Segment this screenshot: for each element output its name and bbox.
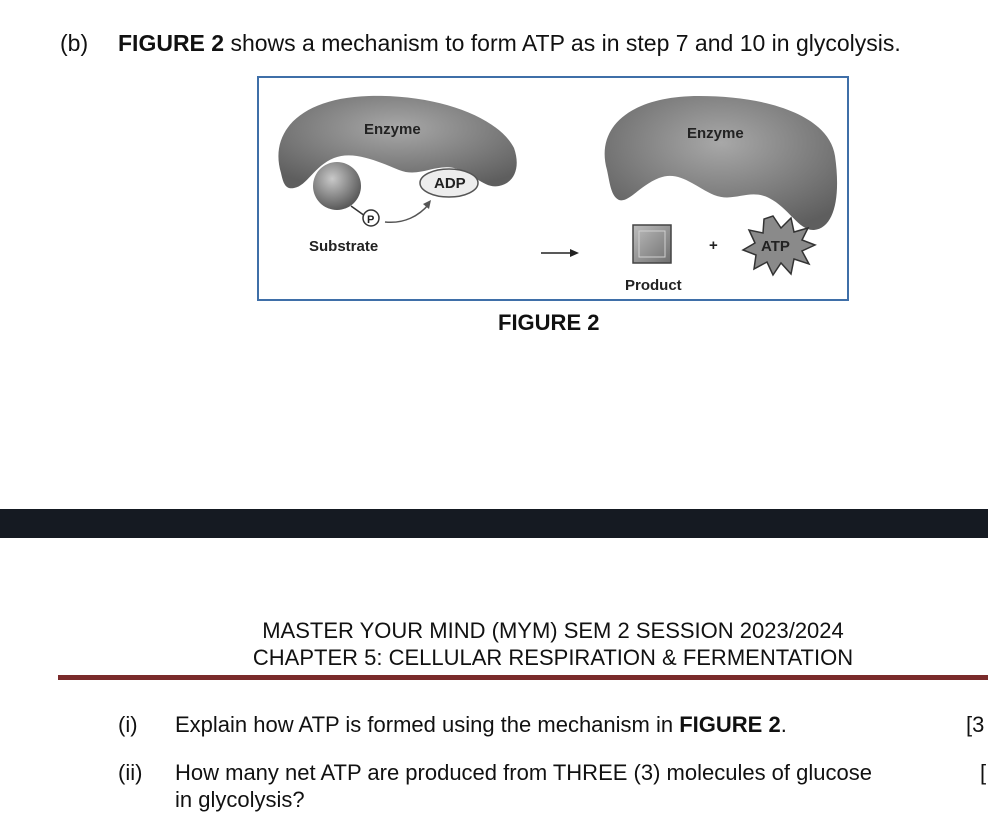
phosphate-label: P	[367, 214, 375, 226]
question-label: (b)	[60, 30, 89, 56]
subquestion-2-marks: [	[980, 760, 987, 785]
enzyme-right-shape	[605, 96, 837, 230]
subquestion-1-number: (i)	[118, 712, 138, 737]
question-text-rest: shows a mechanism to form ATP as in step 7 and 10 in glycolysis.	[230, 30, 901, 56]
figure-2-illustration	[259, 78, 847, 299]
page-separator-band	[0, 509, 988, 538]
figure-2	[257, 76, 849, 301]
subquestion-1-marks: [3	[966, 712, 985, 737]
enzyme-right-label: Enzyme	[687, 125, 744, 142]
subquestion-1-text-after: .	[780, 712, 787, 737]
product-label: Product	[625, 277, 682, 294]
page-header-chapter: CHAPTER 5: CELLULAR RESPIRATION & FERMENTATION	[252, 645, 854, 670]
substrate-ball	[313, 162, 361, 210]
subquestion-2-line1: How many net ATP are produced from THREE (3) molecules of glucose	[175, 760, 872, 785]
substrate-label: Substrate	[309, 238, 379, 255]
subquestion-1-text-before: Explain how ATP is formed using the mechanism in	[175, 712, 674, 737]
subquestion-2-line2: in glycolysis?	[175, 787, 305, 812]
enzyme-left-shape	[278, 96, 516, 188]
header-rule	[58, 675, 988, 680]
page-header-title: MASTER YOUR MIND (MYM) SEM 2 SESSION 2023/2024	[262, 618, 844, 643]
subquestion-1-text	[175, 712, 787, 738]
plus-sign: +	[709, 237, 718, 254]
atp-label: ATP	[761, 238, 790, 255]
question-text	[118, 30, 901, 57]
phosphate-transfer-arrow	[385, 204, 429, 222]
adp-label: ADP	[434, 175, 466, 192]
figure-reference: FIGURE 2	[118, 30, 225, 56]
figure-caption: FIGURE 2	[498, 310, 600, 335]
enzyme-left-label: Enzyme	[364, 121, 421, 138]
subquestion-2-number: (ii)	[118, 760, 143, 785]
subquestion-1-figure-ref: FIGURE 2	[679, 712, 781, 737]
